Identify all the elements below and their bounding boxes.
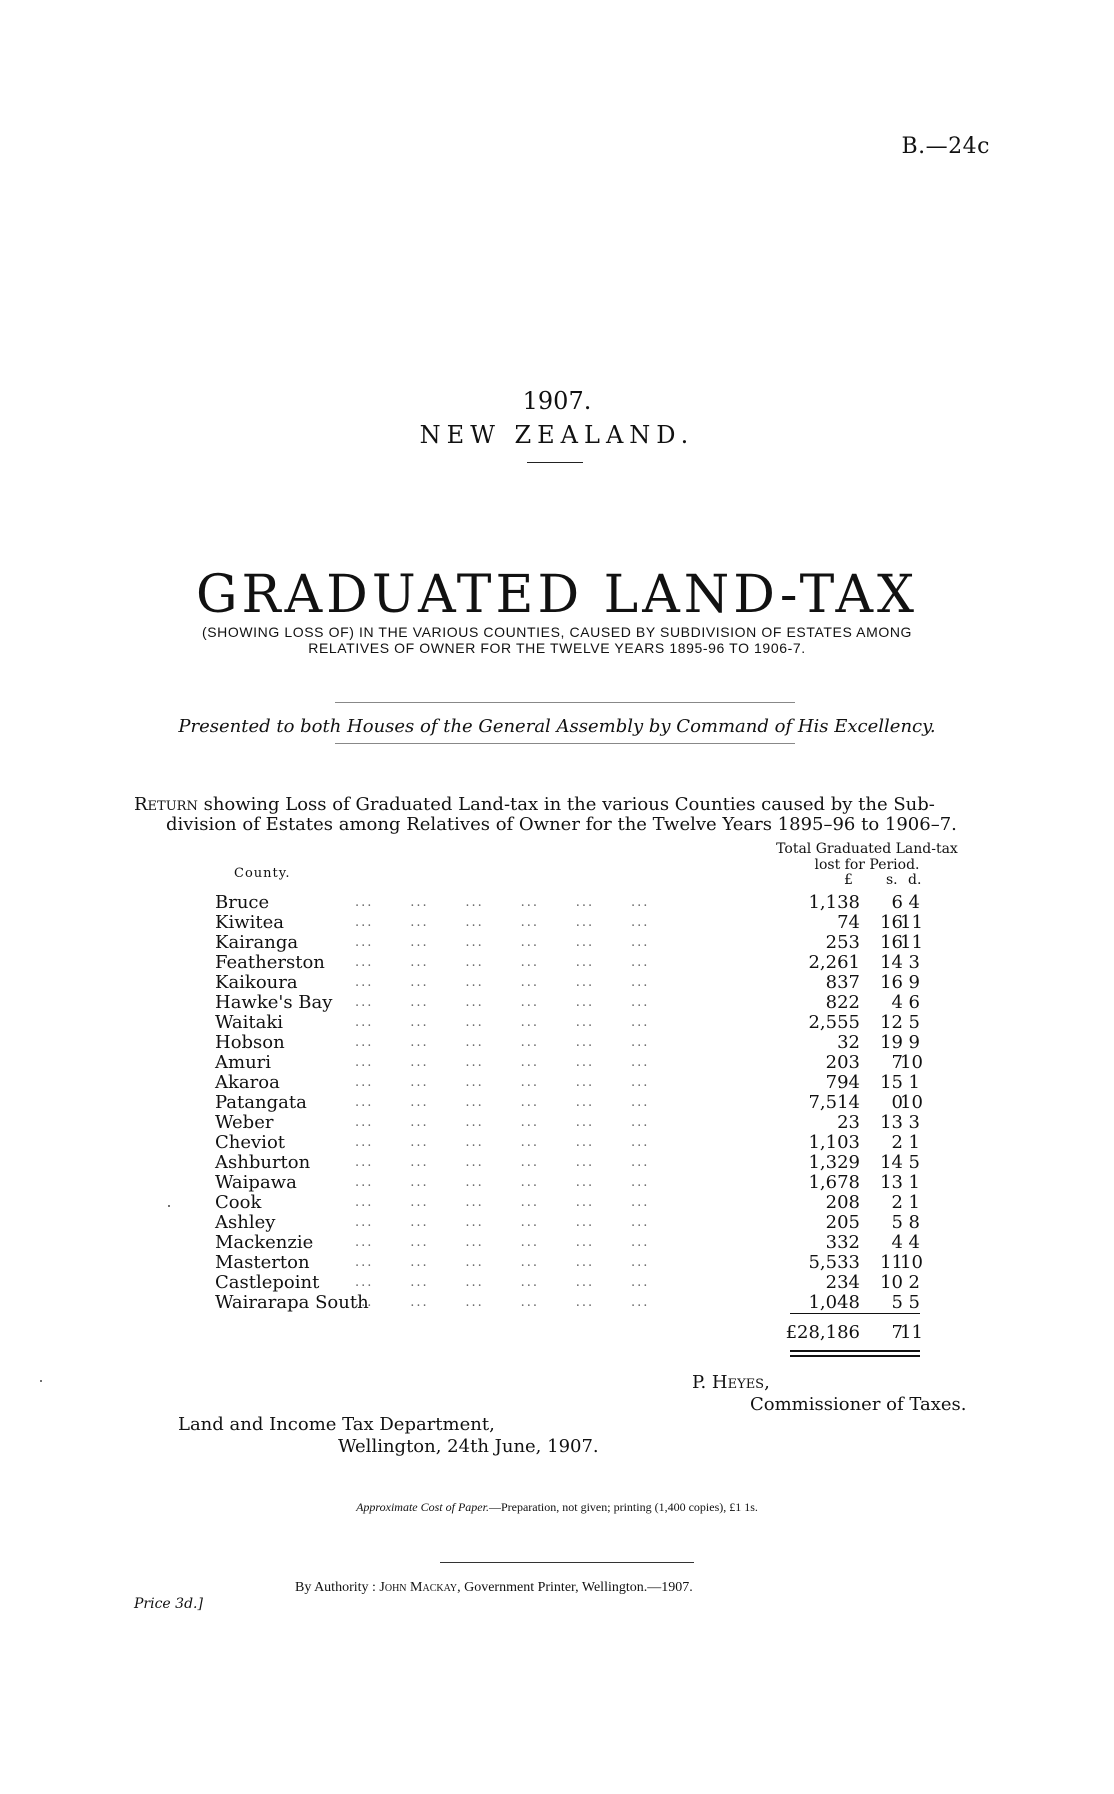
shillings-cell: 19 xyxy=(880,1032,903,1053)
presented-line: Presented to both Houses of the General Assembly by Command of His Excellency. xyxy=(178,716,936,737)
pounds-cell: 203 xyxy=(825,1052,860,1073)
printer-prefix: By Authority : xyxy=(295,1580,376,1595)
pence-cell: 4 xyxy=(908,892,920,913)
pence-cell: 1 xyxy=(908,1172,920,1193)
pounds-cell: 1,048 xyxy=(808,1292,860,1313)
table-row xyxy=(0,1153,1114,1173)
pounds-cell: 7,514 xyxy=(808,1092,860,1113)
divider xyxy=(440,1562,694,1563)
pence-cell: 2 xyxy=(908,1272,920,1293)
subtitle xyxy=(120,624,994,656)
table-row xyxy=(0,1033,1114,1053)
leader-dots: ... ... ... ... ... ... xyxy=(355,915,650,930)
shillings-cell: 14 xyxy=(880,1152,903,1173)
double-rule-top xyxy=(790,1350,920,1352)
table-row xyxy=(0,1073,1114,1093)
total-pence: 11 xyxy=(900,1322,923,1343)
pence-cell: 10 xyxy=(900,1092,923,1113)
leader-dots: ... ... ... ... ... ... xyxy=(355,1235,650,1250)
printer-line xyxy=(295,1580,693,1596)
shillings-cell: 2 xyxy=(891,1132,903,1153)
leader-dots: ... ... ... ... ... ... xyxy=(355,1075,650,1090)
print-speck xyxy=(40,1380,42,1382)
county-name: Ashburton xyxy=(215,1152,311,1173)
table-row xyxy=(0,1133,1114,1153)
year-heading: 1907. xyxy=(522,387,592,415)
leader-dots: ... ... ... ... ... ... xyxy=(355,1015,650,1030)
pounds-cell: 1,138 xyxy=(808,892,860,913)
pence-cell: 11 xyxy=(900,932,923,953)
pence-cell: 11 xyxy=(900,912,923,933)
county-name: Hobson xyxy=(215,1032,285,1053)
pence-cell: 3 xyxy=(908,1112,920,1133)
divider xyxy=(335,702,795,703)
shillings-cell: 16 xyxy=(880,972,903,993)
pence-cell: 10 xyxy=(900,1252,923,1273)
pence-cell: 1 xyxy=(908,1192,920,1213)
pounds-cell: 208 xyxy=(825,1192,860,1213)
county-name: Masterton xyxy=(215,1252,310,1273)
county-name: Waipawa xyxy=(215,1172,297,1193)
county-name: Kaikoura xyxy=(215,972,298,993)
pence-cell: 1 xyxy=(908,1072,920,1093)
pounds-cell: 5,533 xyxy=(808,1252,860,1273)
divider xyxy=(335,743,795,744)
leader-dots: ... ... ... ... ... ... xyxy=(355,1135,650,1150)
leader-dots: ... ... ... ... ... ... xyxy=(355,1035,650,1050)
double-rule-bottom xyxy=(790,1355,920,1357)
pence-cell: 5 xyxy=(908,1152,920,1173)
table-row xyxy=(0,1233,1114,1253)
place-date: Wellington, 24th June, 1907. xyxy=(338,1436,599,1457)
leader-dots: ... ... ... ... ... ... xyxy=(355,1155,650,1170)
shillings-cell: 16 xyxy=(880,912,903,933)
leader-dots: ... ... ... ... ... ... xyxy=(355,995,650,1010)
table-row xyxy=(0,973,1114,993)
pounds-cell: 32 xyxy=(837,1032,860,1053)
leader-dots: ... ... ... ... ... ... xyxy=(355,955,650,970)
table-row xyxy=(0,1113,1114,1133)
shillings-cell: 7 xyxy=(891,1052,903,1073)
subtitle-line-1: (SHOWING LOSS OF) IN THE VARIOUS COUNTIES, CAUSED BY SUBDIVISION OF ESTATES AMONG xyxy=(201,624,913,640)
county-name: Patangata xyxy=(215,1092,307,1113)
unit-pence: d. xyxy=(908,872,922,888)
pence-cell: 4 xyxy=(908,1232,920,1253)
county-name: Waitaki xyxy=(215,1012,284,1033)
pounds-cell: 1,103 xyxy=(808,1132,860,1153)
shillings-cell: 13 xyxy=(880,1112,903,1133)
pounds-cell: 2,261 xyxy=(808,952,860,973)
leader-dots: ... ... ... ... ... ... xyxy=(355,1115,650,1130)
county-name: Featherston xyxy=(215,952,325,973)
cost-text: —Preparation, not given; printing (1,400 copies), £1 1s. xyxy=(488,1500,758,1514)
county-name: Ashley xyxy=(215,1212,276,1233)
pounds-cell: 794 xyxy=(825,1072,860,1093)
county-name: Amuri xyxy=(215,1052,272,1073)
table-row xyxy=(0,1273,1114,1293)
pounds-cell: 74 xyxy=(837,912,860,933)
leader-dots: ... ... ... ... ... ... xyxy=(355,1095,650,1110)
table-row xyxy=(0,1213,1114,1233)
shillings-cell: 16 xyxy=(880,932,903,953)
signatory-surname: Heyes, xyxy=(711,1372,770,1393)
county-name: Cook xyxy=(215,1192,262,1213)
pence-cell: 5 xyxy=(908,1292,920,1313)
shillings-cell: 4 xyxy=(891,1232,903,1253)
shillings-cell: 12 xyxy=(880,1012,903,1033)
county-name: Mackenzie xyxy=(215,1232,314,1253)
table-row xyxy=(0,933,1114,953)
total-shillings: 7 xyxy=(891,1322,903,1343)
leader-dots: ... ... ... ... ... ... xyxy=(355,1215,650,1230)
table-row xyxy=(0,893,1114,913)
shillings-cell: 13 xyxy=(880,1172,903,1193)
county-name: Kiwitea xyxy=(215,912,284,933)
county-name: Castlepoint xyxy=(215,1272,320,1293)
department: Land and Income Tax Department, xyxy=(178,1414,495,1435)
pence-cell: 6 xyxy=(908,992,920,1013)
pounds-cell: 822 xyxy=(825,992,860,1013)
leader-dots: ... ... ... ... ... ... xyxy=(355,1255,650,1270)
shillings-cell: 5 xyxy=(891,1212,903,1233)
shillings-cell: 0 xyxy=(891,1092,903,1113)
shillings-cell: 10 xyxy=(880,1272,903,1293)
pence-cell: 10 xyxy=(900,1052,923,1073)
leader-dots: ... ... ... ... ... ... xyxy=(355,1175,650,1190)
pounds-cell: 205 xyxy=(825,1212,860,1233)
county-name: Hawke's Bay xyxy=(215,992,333,1013)
pence-cell: 9 xyxy=(908,972,920,993)
print-speck xyxy=(168,1205,170,1207)
pence-cell: 3 xyxy=(908,952,920,973)
signatory-title: Commissioner of Taxes. xyxy=(750,1394,967,1415)
sum-rule xyxy=(790,1313,920,1314)
pounds-cell: 23 xyxy=(837,1112,860,1133)
price: Price 3d.] xyxy=(134,1596,203,1612)
pounds-cell: 234 xyxy=(825,1272,860,1293)
shillings-cell: 5 xyxy=(891,1292,903,1313)
table-row xyxy=(0,1293,1114,1313)
leader-dots: ... ... ... ... ... ... xyxy=(355,1295,650,1310)
total-pounds: £28,186 xyxy=(785,1322,860,1343)
total-header-line-1: Total Graduated Land-tax xyxy=(776,841,958,857)
leader-dots: ... ... ... ... ... ... xyxy=(355,975,650,990)
leader-dots: ... ... ... ... ... ... xyxy=(355,895,650,910)
pence-cell: 8 xyxy=(908,1212,920,1233)
unit-shillings: s. xyxy=(886,872,898,888)
pounds-cell: 1,678 xyxy=(808,1172,860,1193)
signatory-initial: P. xyxy=(692,1372,707,1393)
shillings-cell: 4 xyxy=(891,992,903,1013)
table-row xyxy=(0,913,1114,933)
cost-note xyxy=(0,1500,1114,1515)
intro-line-1: showing Loss of Graduated Land-tax in the various Counties caused by the Sub- xyxy=(203,794,935,815)
table-row xyxy=(0,953,1114,973)
leader-dots: ... ... ... ... ... ... xyxy=(355,1275,650,1290)
pounds-cell: 2,555 xyxy=(808,1012,860,1033)
total-header-line-2: lost for Period. xyxy=(814,857,920,873)
country-heading: NEW ZEALAND. xyxy=(419,421,695,449)
shillings-cell: 14 xyxy=(880,952,903,973)
table-row xyxy=(0,1253,1114,1273)
leader-dots: ... ... ... ... ... ... xyxy=(355,935,650,950)
leader-dots: ... ... ... ... ... ... xyxy=(355,1055,650,1070)
intro-paragraph xyxy=(134,795,994,835)
divider xyxy=(527,462,583,463)
county-name: Bruce xyxy=(215,892,270,913)
printer-name: John Mackay, xyxy=(379,1580,461,1595)
table-row xyxy=(0,1193,1114,1213)
pence-cell: 5 xyxy=(908,1012,920,1033)
printer-suffix: Government Printer, Wellington.—1907. xyxy=(464,1580,693,1595)
shillings-cell: 2 xyxy=(891,1192,903,1213)
county-column-header: County. xyxy=(234,866,291,881)
cost-label: Approximate Cost of Paper. xyxy=(356,1500,489,1514)
total-column-header xyxy=(752,841,982,873)
shillings-cell: 6 xyxy=(891,892,903,913)
document-reference: B.—24c xyxy=(901,134,990,159)
pounds-cell: 253 xyxy=(825,932,860,953)
leader-dots: ... ... ... ... ... ... xyxy=(355,1195,650,1210)
table-row xyxy=(0,993,1114,1013)
county-name: Cheviot xyxy=(215,1132,286,1153)
table-row xyxy=(0,1093,1114,1113)
table-row xyxy=(0,1013,1114,1033)
signatory-name xyxy=(692,1372,770,1393)
table-row xyxy=(0,1173,1114,1193)
pounds-cell: 1,329 xyxy=(808,1152,860,1173)
county-name: Wairarapa South xyxy=(215,1292,369,1313)
county-name: Akaroa xyxy=(215,1072,280,1093)
table-row xyxy=(0,1053,1114,1073)
shillings-cell: 11 xyxy=(880,1252,903,1273)
pounds-cell: 837 xyxy=(825,972,860,993)
unit-pounds: £ xyxy=(844,872,853,888)
county-name: Weber xyxy=(215,1112,274,1133)
county-name: Kairanga xyxy=(215,932,299,953)
page-title: GRADUATED LAND-TAX xyxy=(195,565,919,625)
subtitle-line-2: RELATIVES OF OWNER FOR THE TWELVE YEARS 1895-96 TO 1906-7. xyxy=(308,640,806,656)
pence-cell: 9 xyxy=(908,1032,920,1053)
intro-line-2: division of Estates among Relatives of Owner for the Twelve Years 1895–96 to 1906–7. xyxy=(166,814,957,835)
pence-cell: 1 xyxy=(908,1132,920,1153)
shillings-cell: 15 xyxy=(880,1072,903,1093)
pounds-cell: 332 xyxy=(825,1232,860,1253)
intro-lead: Return xyxy=(134,794,198,815)
